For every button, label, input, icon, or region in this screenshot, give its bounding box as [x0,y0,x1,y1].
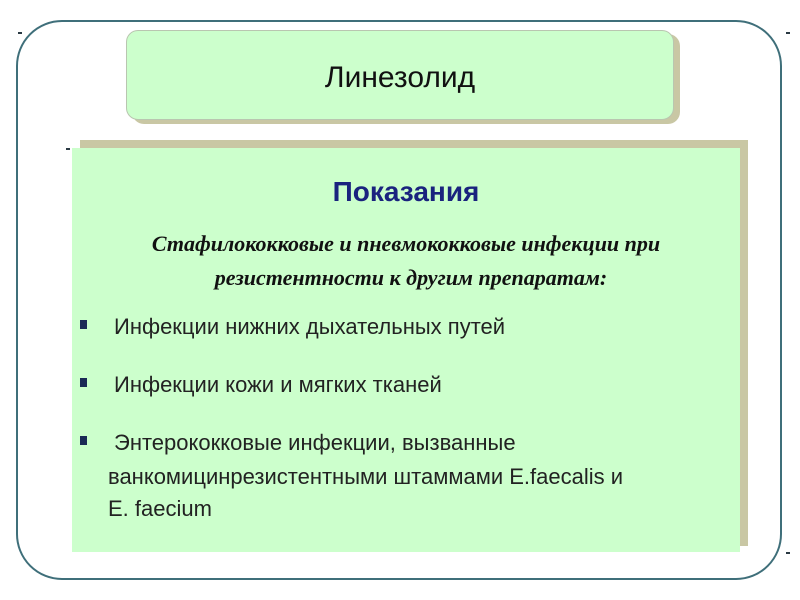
section-heading: Показания [332,176,480,207]
bullet-text: ванкомицинрезистентными штаммами E.faecalis и [108,464,624,489]
subtitle-line: Стафилококковые и пневмококковые инфекции при [151,231,661,256]
corner-dot [786,552,790,554]
bullet-text: Инфекции кожи и мягких тканей [114,372,442,397]
slide-title: Линезолид [324,61,476,94]
corner-dot [786,32,790,34]
bullet-text: E. faecium [108,496,212,521]
bullet-icon [80,436,87,445]
bullet-text: Инфекции нижних дыхательных путей [114,314,506,339]
bullet-text: Энтерококковые инфекции, вызванные [114,430,516,455]
subtitle [82,227,730,295]
corner-dot [66,148,70,150]
bullet-icon [80,378,87,387]
subtitle-line: резистентности к другим препаратам: [214,265,608,290]
corner-dot [18,32,22,34]
bullet-icon [80,320,87,329]
